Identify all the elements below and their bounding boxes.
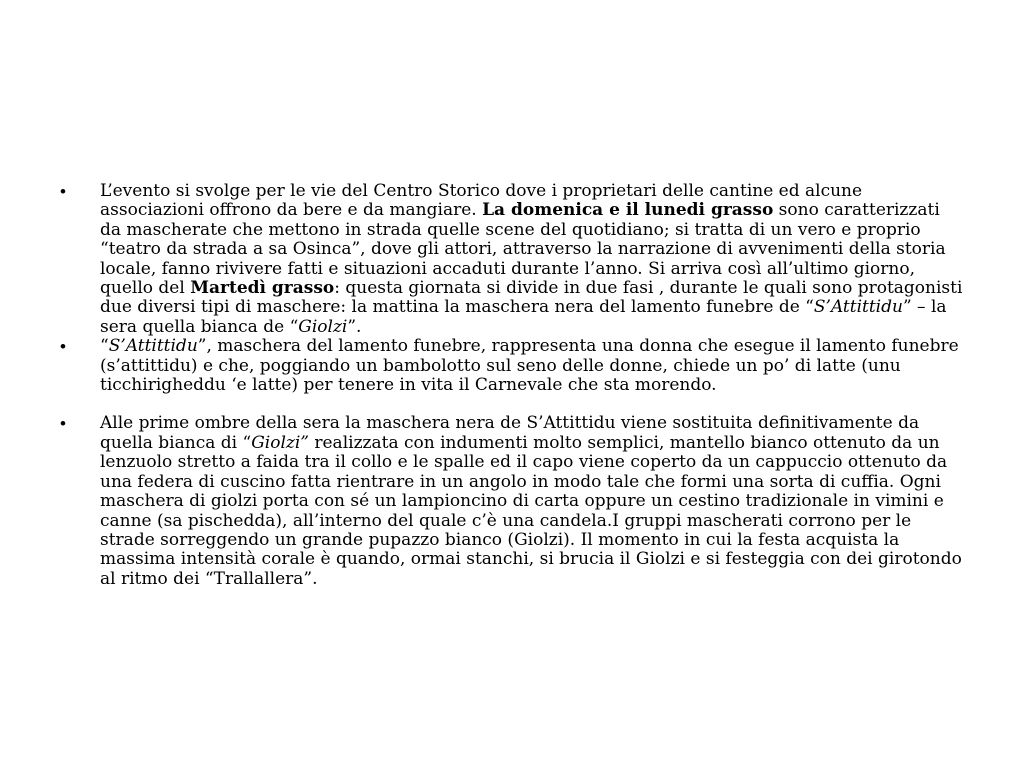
paragraph-text: “S’Attittidu”, maschera del lamento funebre, rappresenta una donna che esegue il lamento funebre (s’attittidu) e che, poggiando un bambolotto sul seno delle donne, chiede un po’ di latte (unu ticchirigheddu ‘e latte) per tenere in vita il Carnevale che sta morendo. <box>100 336 959 396</box>
bullet-item-evento <box>60 182 965 337</box>
bold-text-martedi: Martedì grasso <box>190 278 335 299</box>
italic-text-giolzi: Giolzi <box>298 316 348 337</box>
paragraph-text: Alle prime ombre della sera la maschera nera de S’Attittidu viene sostituita definitivamente da quella bianca di “Giolzi” realizzata con indumenti molto semplici, mantello bianco ottenuto da un lenzuolo stretto a faida tra il collo e le spalle ed il capo viene coperto da un cappuccio ottenuto da una federa di cuscino fatta rientrare in un angolo in modo tale che formi una sorta di cuffia. Ogni maschera di giolzi porta con sé un lampioncino di carta oppure un cestino tradizionale in vimini e canne (sa pischedda), all’interno del quale c’è una candela.I gruppi mascherati corrono per le strade sorreggendo un grande pupazzo bianco (Giolzi). Il momento in cui la festa acquista la massima intensità corale è quando, ormai stanchi, si brucia il Giolzi e si festeggia con dei girotondo al ritmo dei “Trallallera”. <box>100 413 962 589</box>
bold-text-domenica: La domenica e il lunedi grasso <box>482 200 774 221</box>
bullet-dot-icon: • <box>60 414 66 434</box>
bullet-dot-icon: • <box>60 337 66 357</box>
paragraph-text: L’evento si svolge per le vie del Centro Storico dove i proprietari delle cantine ed alcune associazioni offrono da bere e da mangiare. La domenica e il lunedi grasso sono caratterizzati da mascherate che mettono in strada quelle scene del quotidiano; si tratta di un vero e proprio “teatro da strada a sa Osinca”, dove gli attori, attraverso la narrazione di avvenimenti della storia locale, fanno rivivere fatti e situazioni accaduti durante l’anno. Si arriva così all’ultimo giorno, quello del Martedì grasso: questa giornata si divide in due fasi , durante le quali sono protagonisti due diversi tipi di maschere: la mattina la maschera nera del lamento funebre de “S’Attittidu” – la sera quella bianca de “Giolzi”. <box>100 181 963 337</box>
italic-text-sattittidu: S’Attittidu <box>813 297 903 318</box>
bullet-dot-icon: • <box>60 182 66 201</box>
italic-text-giolzi: Giolzi” <box>251 432 309 453</box>
bullet-item-giolzi <box>60 414 965 589</box>
bullet-list <box>60 182 965 589</box>
bullet-item-sattittidu <box>60 337 965 395</box>
italic-text-sattittidu: S’Attittidu <box>108 336 198 357</box>
